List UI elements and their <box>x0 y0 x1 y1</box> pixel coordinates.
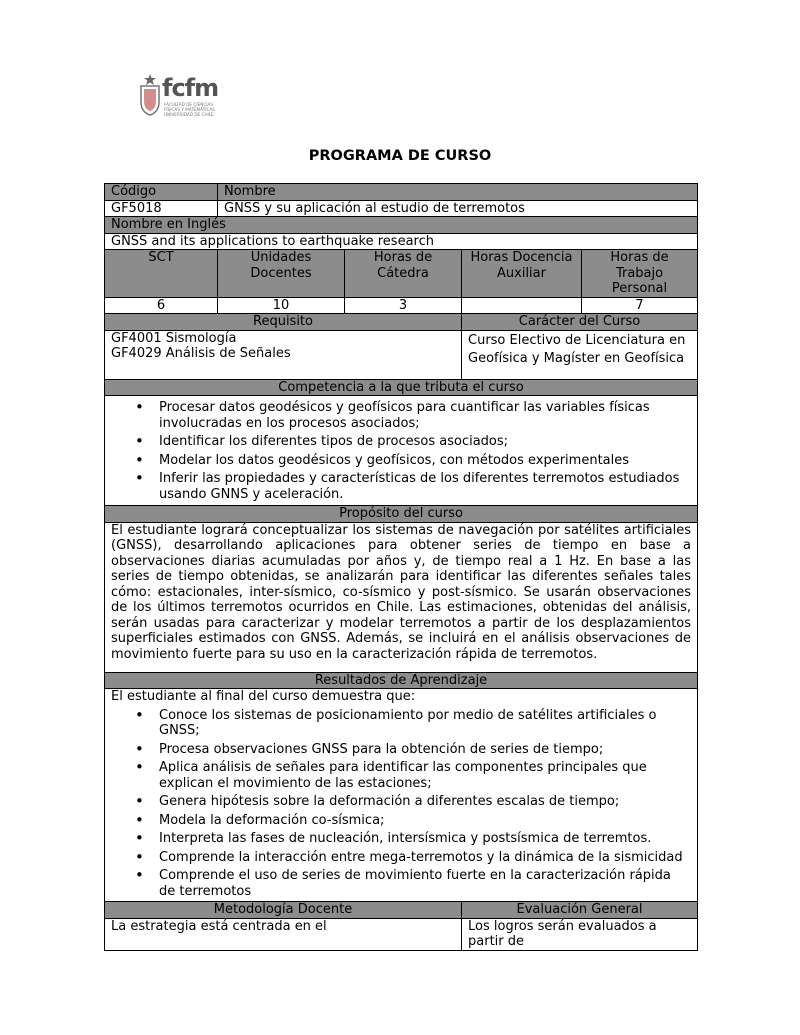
course-character: Curso Electivo de Licenciatura en Geofísica y Magíster en Geofísica <box>462 330 698 379</box>
hours-header-auxiliar: Horas Docencia Auxiliar <box>462 250 582 298</box>
list-item: • Identificar los diferentes tipos de procesos asociados; <box>111 434 691 450</box>
requirement-label: Requisito <box>105 314 462 331</box>
evaluation-label: Evaluación General <box>462 902 698 919</box>
list-item: • Inferir las propiedades y características de los diferentes terremotos estudiados usando GNNS y aceleración. <box>111 471 691 502</box>
hours-value-unidades: 10 <box>218 297 345 314</box>
requirement-item: GF4029 Análisis de Señales <box>111 346 291 361</box>
character-label: Carácter del Curso <box>462 314 698 331</box>
competence-section <box>105 396 698 506</box>
name-label: Nombre <box>218 184 698 201</box>
list-item: • Comprende la interacción entre mega-terremotos y la dinámica de la sismicidad <box>111 850 691 866</box>
code-label: Código <box>105 184 218 201</box>
evaluation-text: Los logros serán evaluados a partir de <box>462 918 698 950</box>
results-label: Resultados de Aprendizaje <box>105 672 698 689</box>
logo-text: fcfm <box>162 74 219 102</box>
hours-value-personal: 7 <box>582 297 698 314</box>
purpose-label: Propósito del curso <box>105 506 698 523</box>
methodology-label: Metodología Docente <box>105 902 462 919</box>
results-section <box>105 689 698 902</box>
list-item: • Modelar los datos geodésicos y geofísicos, con métodos experimentales <box>111 453 691 469</box>
list-item: • Procesa observaciones GNSS para la obtención de series de tiempo; <box>111 742 691 758</box>
course-program-table <box>104 183 698 951</box>
list-item: • Conoce los sistemas de posicionamiento por medio de satélites artificiales o GNSS; <box>111 708 691 739</box>
hours-header-personal: Horas de Trabajo Personal <box>582 250 698 298</box>
hours-header-catedra: Horas de Cátedra <box>345 250 462 298</box>
hours-header-unidades: Unidades Docentes <box>218 250 345 298</box>
requirement-list <box>105 330 462 379</box>
list-item: • Modela la deformación co-sísmica; <box>111 813 691 829</box>
methodology-text: La estrategia está centrada en el <box>105 918 462 950</box>
fcfm-logo <box>138 72 218 122</box>
list-item: • Interpreta las fases de nucleación, intersísmica y postsísmica de terremtos. <box>111 831 691 847</box>
university-seal-icon <box>138 72 162 116</box>
list-item: • Procesar datos geodésicos y geofísicos para cuantificar las variables físicas involucradas en los procesos asociados; <box>111 400 691 431</box>
requirement-item: GF4001 Sismología <box>111 330 237 346</box>
competence-label: Competencia a la que tributa el curso <box>105 379 698 396</box>
english-name-label: Nombre en Inglés <box>105 217 698 234</box>
hours-value-catedra: 3 <box>345 297 462 314</box>
logo-subtitle: FACULTAD DE CIENCIAS FÍSICAS Y MATEMÁTICAS UNIVERSIDAD DE CHILE <box>164 102 215 117</box>
english-name: GNSS and its applications to earthquake research <box>105 233 698 250</box>
list-item: • Aplica análisis de señales para identificar las componentes principales que explican el movimiento de las estaciones; <box>111 760 691 791</box>
list-item: • Comprende el uso de series de movimiento fuerte en la caracterización rápida de terremotos <box>111 868 691 899</box>
hours-header-sct: SCT <box>105 250 218 298</box>
page-title: PROGRAMA DE CURSO <box>308 148 492 164</box>
hours-value-sct: 6 <box>105 297 218 314</box>
results-intro: El estudiante al final del curso demuestra que: <box>111 689 416 704</box>
hours-value-auxiliar <box>462 297 582 314</box>
course-name: GNSS y su aplicación al estudio de terremotos <box>218 200 698 217</box>
course-code: GF5018 <box>105 200 218 217</box>
purpose-text: El estudiante logrará conceptualizar los sistemas de navegación por satélites artificiales (GNSS), desarrollando aplicaciones para obtener series de tiempo en base a observaciones diarias acumuladas por años y, de tiempo real a 1 Hz. En base a las series de tiempo obtenidas, se analizarán para identificar las diferentes señales tales cómo: estacionales, inter-sísmico, co-sísmico y post-sísmico. Se usarán observaciones de los últimos terremotos ocurridos en Chile. Las estimaciones, obtenidas del análisis, serán usadas para caracterizar y modelar terremotos a partir de los desplazamientos superficiales estimados con GNSS. Además, se incluirá en el análisis observaciones de movimiento fuerte para su uso en la caracterización rápida de terremotos. <box>105 522 698 672</box>
list-item: • Genera hipótesis sobre la deformación a diferentes escalas de tiempo; <box>111 794 691 810</box>
